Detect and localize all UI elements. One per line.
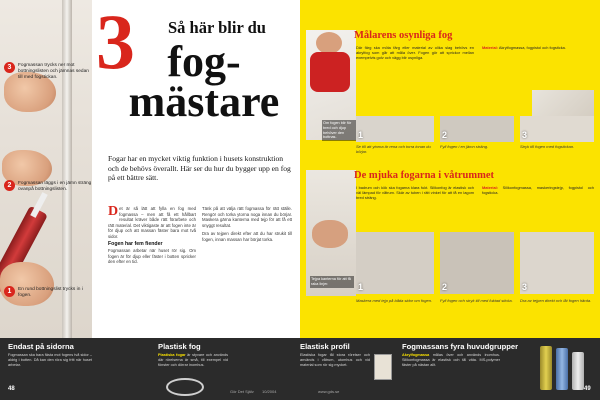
step-badge: 1: [4, 286, 15, 297]
section-1-materials: [482, 45, 594, 50]
section-2-title: De mjuka fogarna i våtrummet: [354, 170, 494, 181]
painter-head: [316, 32, 342, 54]
photo-caption: Se till att ytorna är rena och torra innan du börjar.: [356, 144, 431, 154]
footer-magazine: Gör Det Själv: [230, 389, 254, 394]
band-title: Fogmassans fyra huvudgrupper: [402, 342, 519, 351]
footer-issue: 10/2004: [262, 389, 277, 394]
body-text: Fogmassan arbetar när huset rör sig. Om fogen är för djup eller fäster i botten spricker den efter en tid.: [108, 248, 196, 265]
step-photo-3: [520, 232, 594, 294]
body-text: et är så lätt att fylla en fog med fogmassa – men att få ett hållbart resultat kräver både rätt förarbete och rätt material. Det viktigaste är att fogen inte är för djup och att massan fäster bara mot två sidor.: [108, 206, 196, 239]
section-2-materials: [482, 185, 594, 195]
body-column-2: [202, 206, 292, 243]
photo-number: 2: [442, 282, 448, 292]
step-badge: 3: [4, 62, 15, 73]
step-caption: Fogmassan trycks ner mot bottningslisten och jämnas sedan till med fogstickan.: [18, 63, 89, 80]
lead-paragraph: Fogar har en mycket viktig funktion i husets konstruktion och de behövs överallt. Här ser du hur du bygger upp en fog på ett bättre sätt.: [108, 154, 291, 183]
plastic-profile-ring: [166, 378, 204, 396]
photo-caption: Fyll fogen i en jämn sträng.: [440, 144, 489, 149]
band-label: Plastiska fogar: [158, 353, 186, 357]
page-number-left: 48: [8, 386, 15, 392]
band-label: Akrylfogmassa: [402, 353, 430, 357]
band-body: målas över och används inomhus. Silikonfogmassa är elastisk och tål väta. MS-polymer fäster på nästan allt.: [402, 353, 500, 367]
step-photo-1: [356, 116, 434, 142]
photo-caption: Stryk till fogen med fogstickan.: [520, 144, 575, 149]
section-2-text: I badrum och kök ska fogarna klara fukt. Silikonfog är elastisk och väl lämpad för våtrum. Skär av tuben i rätt vinkel för att få en lagom bred sträng.: [356, 185, 474, 201]
hand-image: [312, 220, 348, 248]
sealant-tube-image: [556, 348, 568, 390]
footer-website: www.gds.se: [318, 389, 340, 394]
band-title: Endast på sidorna: [8, 342, 74, 351]
photo-number: 1: [358, 282, 364, 292]
photo-number: 1: [358, 130, 364, 140]
page-title: [108, 37, 300, 126]
body-heading: Fogen har fem fiender: [108, 240, 163, 247]
band-title: Plastisk fog: [158, 342, 201, 351]
step-caption: En rund bottningslist trycks in i fogen.: [18, 287, 83, 298]
photo-number: 3: [522, 282, 528, 292]
step-caption: Fogmassan läggs i en jämn sträng ovanpå bottningslisten.: [18, 181, 92, 192]
body-column-1: [108, 206, 196, 265]
section-1-text: Där färg ska möta färg eller material av olika slag behövs en akrylfog som går att måla över. Fogen gör att sprickor mellan exempelvis golv och vägg blir osynliga.: [356, 45, 474, 61]
profile-inset-caption: Om fogen blir för bred och djup behöver den bottnas.: [322, 120, 358, 141]
title-line-2: mästare: [128, 77, 280, 126]
materials-text: Akrylfogmassa, fogpistol och fogsticka.: [498, 45, 566, 50]
band-text: [158, 353, 228, 368]
body-text: Dra av tejpen direkt efter att du har strukit till fogen, innan massan har börjat torka.: [202, 231, 292, 242]
band-title: Elastisk profil: [300, 342, 350, 351]
step-badge: 2: [4, 180, 15, 191]
title-number: 3: [96, 0, 135, 85]
step-photo-2: [440, 232, 514, 294]
body-text: Tänk på att välja rätt fogmassa för rätt ställe. Rengör och torka ytorna noga innan du börjar. Maskera gärna kanterna med tejp för att få ett snyggt resultat.: [202, 206, 292, 228]
band-body: är styvare och används där rörelserna är små, till exempel vid fönster och dörrar inomhus.: [158, 353, 228, 367]
painter-shirt: [310, 52, 350, 92]
step-photo-1: [356, 232, 434, 294]
band-text: [402, 353, 500, 368]
sealant-tube-image: [572, 352, 584, 390]
photo-caption: Fyll fogen och stryk till med fuktad sticka.: [440, 298, 513, 303]
band-text: Elastiska fogar tål stora rörelser och används i våtrum, utomhus och vid material som rör sig mycket.: [300, 353, 370, 367]
materials-text: Silikonfogmassa, maskeringstejp, fogpistol och fogsticka.: [482, 185, 594, 196]
photo-number: 3: [522, 130, 528, 140]
elastic-profile-diagram: [374, 354, 392, 380]
photo-number: 2: [442, 130, 448, 140]
bottom-info-band: [0, 338, 600, 400]
sealant-tube-image: [540, 346, 552, 390]
step-photo-2: [440, 116, 514, 142]
hand-image-bottom: [0, 262, 54, 306]
drop-cap: D: [108, 204, 119, 219]
photo-caption: Dra av tejpen direkt och låt fogen härda.: [520, 298, 592, 303]
photo-caption: Maskera med tejp på båda sidor om fogen.: [356, 298, 433, 303]
page-subtitle: Så här blir du: [168, 18, 266, 37]
page-number-right: 49: [584, 386, 591, 392]
profile-inset-caption: Tejpa kanterna för att få raka linjer.: [310, 276, 354, 288]
materials-label: Material:: [482, 185, 498, 190]
step-photo-3: [520, 116, 594, 142]
title-line-1: fog-: [167, 37, 241, 86]
materials-label: Material:: [482, 45, 498, 50]
band-text: Fogmassan ska bara fästa mot fogens två sidor – aldrig i botten. Då kan den röra sig fritt när huset arbetar.: [8, 353, 92, 367]
section-1-title: Målarens osynliga fog: [354, 30, 453, 41]
